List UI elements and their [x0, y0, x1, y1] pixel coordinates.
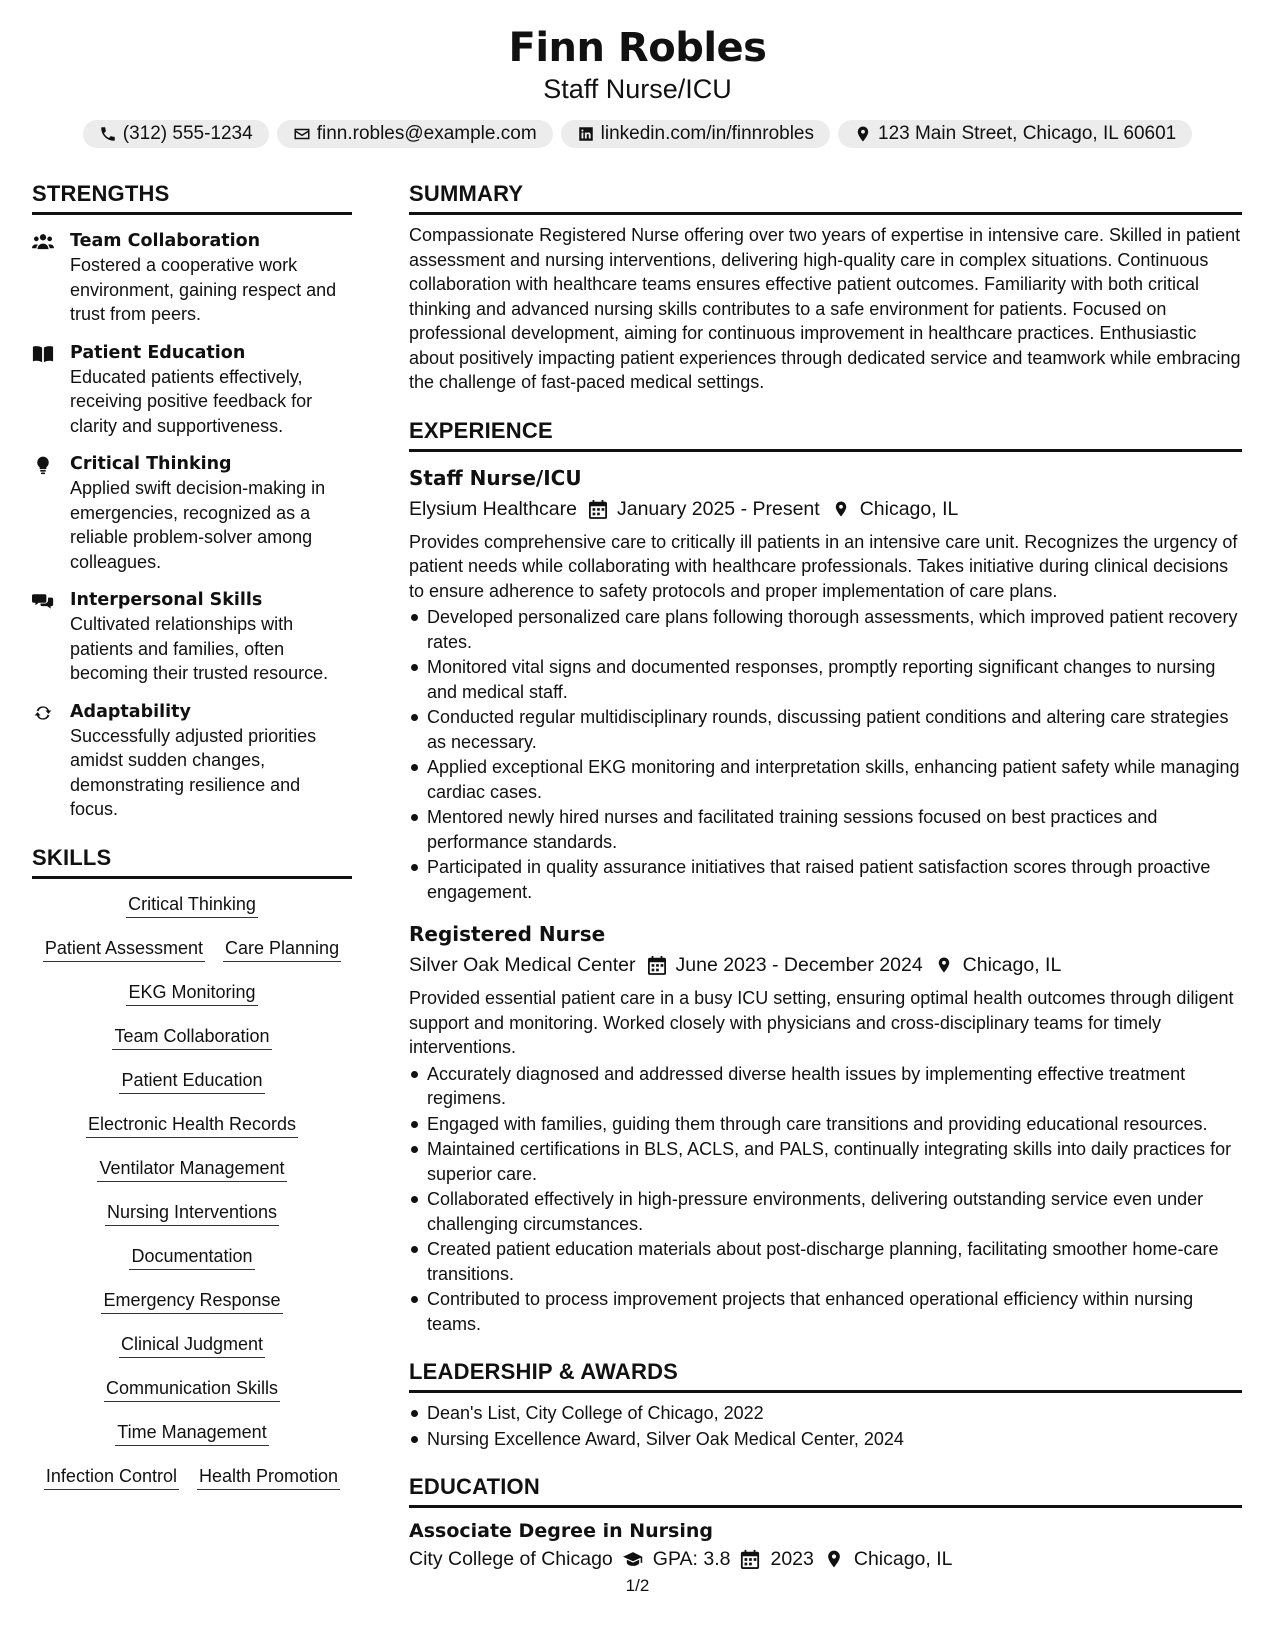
resume-header	[0, 22, 1275, 148]
page-number: 1/2	[625, 1576, 650, 1595]
linkedin-icon	[577, 125, 595, 143]
chat-icon	[32, 591, 54, 611]
job-bullet: Applied exceptional EKG monitoring and interpretation skills, enhancing patient safety while managing cardiac cases.	[409, 755, 1242, 804]
section-divider	[409, 449, 1242, 452]
job-company: Silver Oak Medical Center	[409, 954, 636, 976]
award-item: Nursing Excellence Award, Silver Oak Medical Center, 2024	[409, 1427, 1242, 1452]
skill-tag: Care Planning	[223, 937, 341, 962]
job-meta	[409, 950, 1242, 980]
calendar-icon	[740, 1549, 760, 1569]
skills-section	[32, 844, 352, 1490]
contact-email-text: finn.robles@example.com	[316, 123, 537, 144]
section-divider	[32, 212, 352, 215]
strength-title: Critical Thinking	[70, 454, 232, 474]
lightbulb-icon	[32, 455, 54, 475]
skill-tag: Time Management	[115, 1421, 268, 1446]
job-dates: January 2025 - Present	[616, 497, 820, 520]
skill-tag: Critical Thinking	[126, 893, 258, 918]
map-pin-icon	[832, 499, 850, 519]
skill-tag: Documentation	[129, 1245, 254, 1270]
job-bullet: Created patient education materials about post-discharge planning, facilitating smoother home-care transitions.	[409, 1237, 1242, 1286]
summary-section	[409, 180, 1242, 395]
job-company: Elysium Healthcare	[409, 497, 577, 520]
experience-section	[409, 417, 1242, 1337]
strengths-section	[32, 180, 352, 822]
section-divider	[409, 1505, 1242, 1508]
job-title: Staff Nurse/ICU	[409, 465, 582, 490]
education-meta	[409, 1544, 1242, 1574]
contact-email[interactable]	[277, 120, 553, 148]
education-section	[409, 1473, 1242, 1574]
contact-address	[838, 120, 1192, 148]
job-bullet: Contributed to process improvement projects that enhanced operational efficiency within nursing teams.	[409, 1287, 1242, 1336]
contact-bar	[0, 120, 1275, 148]
sync-icon	[32, 703, 54, 723]
right-column	[409, 180, 1242, 1574]
job-bullet: Monitored vital signs and documented responses, promptly reporting significant changes to nursing and medical staff.	[409, 655, 1242, 704]
contact-phone-text: (312) 555-1234	[122, 123, 253, 144]
skill-tag: Emergency Response	[101, 1289, 282, 1314]
contact-linkedin-text: linkedin.com/in/finnrobles	[600, 123, 814, 144]
skills-list	[32, 893, 352, 1490]
job-bullet: Mentored newly hired nurses and facilitated training sessions focused on best practices and performance standards.	[409, 805, 1242, 854]
skills-heading: SKILLS	[32, 844, 112, 870]
job-description: Provided essential patient care in a busy ICU setting, ensuring optimal health outcomes through diligent support and monitoring. Worked closely with physicians and cross-disciplinary teams for timely interventions.	[409, 988, 1234, 1057]
skill-tag: Clinical Judgment	[119, 1333, 265, 1358]
strength-desc: Successfully adjusted priorities amidst sudden changes, demonstrating resilience and focus.	[70, 725, 317, 819]
job-bullet: Engaged with families, guiding them through care transitions and providing educational resources.	[409, 1112, 1242, 1137]
job-description: Provides comprehensive care to critically ill patients in an intensive care unit. Recognizes the urgency of patient needs while collaborating with healthcare professionals. Takes initiative during clinical decisions to ensure adherence to safety protocols and proper implementation of care plans.	[409, 531, 1238, 601]
awards-heading: LEADERSHIP & AWARDS	[409, 1359, 679, 1384]
job-meta	[409, 494, 1242, 524]
summary-text: Compassionate Registered Nurse offering over two years of expertise in intensive care. Skilled in patient assessment and nursing interventions, delivering high-quality care in complex situations. Continuous collaboration with healthcare teams ensures effective patient outcomes. Familiarity with both critical thinking and advanced nursing skills contributes to a safe environment for patients. Focused on professional development, aiming for continuous improvement in healthcare practices. Enthusiastic about positively impacting patient experiences through dedicated service and teamwork while embracing the challenge of fast-paced medical settings.	[409, 225, 1241, 392]
job-bullet: Collaborated effectively in high-pressure environments, delivering outstanding service even under challenging circumstances.	[409, 1187, 1242, 1236]
strength-item	[32, 341, 352, 439]
book-icon	[32, 344, 54, 364]
section-divider	[32, 876, 352, 879]
awards-section	[409, 1358, 1242, 1451]
education-heading: EDUCATION	[409, 1474, 540, 1499]
gpa: GPA: 3.8	[652, 1548, 731, 1570]
section-divider	[409, 212, 1242, 215]
skill-tag: Team Collaboration	[112, 1025, 271, 1050]
strength-desc: Cultivated relationships with patients and families, often becoming their trusted resource.	[70, 614, 329, 683]
map-pin-icon	[824, 1549, 844, 1569]
job-title: Registered Nurse	[409, 922, 606, 946]
skill-tag: Electronic Health Records	[86, 1113, 298, 1138]
skill-tag: EKG Monitoring	[126, 981, 257, 1006]
section-divider	[409, 1390, 1242, 1393]
school-name: City College of Chicago	[409, 1548, 613, 1570]
strength-item	[32, 229, 352, 327]
job-bullets	[409, 605, 1242, 904]
skill-tag: Nursing Interventions	[105, 1201, 279, 1226]
contact-phone[interactable]	[83, 120, 269, 148]
strength-item	[32, 452, 352, 574]
contact-linkedin[interactable]	[561, 120, 830, 148]
strength-title: Interpersonal Skills	[70, 590, 263, 610]
envelope-icon	[293, 125, 311, 143]
strength-title: Adaptability	[70, 701, 191, 722]
skill-tag: Patient Assessment	[43, 937, 205, 962]
map-pin-icon	[854, 125, 872, 143]
strengths-heading: STRENGTHS	[32, 181, 170, 206]
job-bullet: Conducted regular multidisciplinary rounds, discussing patient conditions and altering care strategies as necessary.	[409, 705, 1242, 754]
job-entry	[409, 464, 1242, 905]
strength-desc: Educated patients effectively, receiving positive feedback for clarity and supportiveness.	[70, 366, 313, 436]
phone-icon	[99, 125, 117, 143]
graduation-year: 2023	[770, 1548, 814, 1570]
job-dates: June 2023 - December 2024	[675, 954, 923, 976]
skill-tag: Patient Education	[119, 1069, 264, 1094]
skill-tag: Health Promotion	[197, 1465, 340, 1490]
strength-desc: Applied swift decision-making in emergencies, recognized as a reliable problem-solver among colleagues.	[70, 478, 326, 572]
degree-title: Associate Degree in Nursing	[409, 1520, 713, 1542]
skill-tag: Communication Skills	[104, 1377, 280, 1402]
job-bullet: Developed personalized care plans following thorough assessments, which improved patient recovery rates.	[409, 605, 1242, 654]
skill-tag: Ventilator Management	[97, 1157, 286, 1182]
calendar-icon	[648, 955, 666, 975]
school-location: Chicago, IL	[853, 1548, 953, 1570]
strength-title: Team Collaboration	[70, 231, 261, 251]
candidate-name: Finn Robles	[508, 25, 767, 71]
strength-item	[32, 700, 352, 822]
job-entry	[409, 920, 1242, 1336]
job-bullet: Accurately diagnosed and addressed diverse health issues by implementing effective treatment regimens.	[409, 1062, 1242, 1111]
strength-desc: Fostered a cooperative work environment, gaining respect and trust from peers.	[70, 255, 337, 324]
job-bullet: Maintained certifications in BLS, ACLS, and PALS, continually integrating skills into daily practices for superior care.	[409, 1137, 1242, 1186]
calendar-icon	[589, 499, 607, 519]
awards-list	[409, 1401, 1242, 1451]
strength-item	[32, 588, 352, 686]
skill-tag: Infection Control	[44, 1465, 179, 1490]
job-bullet: Participated in quality assurance initiatives that raised patient satisfaction scores through proactive engagement.	[409, 855, 1242, 904]
strength-title: Patient Education	[70, 342, 246, 363]
award-item: Dean's List, City College of Chicago, 2022	[409, 1401, 1242, 1426]
graduation-cap-icon	[623, 1549, 643, 1569]
contact-address-text: 123 Main Street, Chicago, IL 60601	[878, 123, 1177, 144]
job-location: Chicago, IL	[859, 497, 959, 520]
users-icon	[32, 232, 54, 252]
candidate-title: Staff Nurse/ICU	[543, 74, 732, 104]
left-column	[32, 180, 352, 1490]
experience-heading: EXPERIENCE	[409, 417, 553, 443]
map-pin-icon	[935, 955, 953, 975]
job-bullets	[409, 1062, 1242, 1337]
job-location: Chicago, IL	[962, 954, 1062, 976]
summary-heading: SUMMARY	[409, 181, 524, 206]
